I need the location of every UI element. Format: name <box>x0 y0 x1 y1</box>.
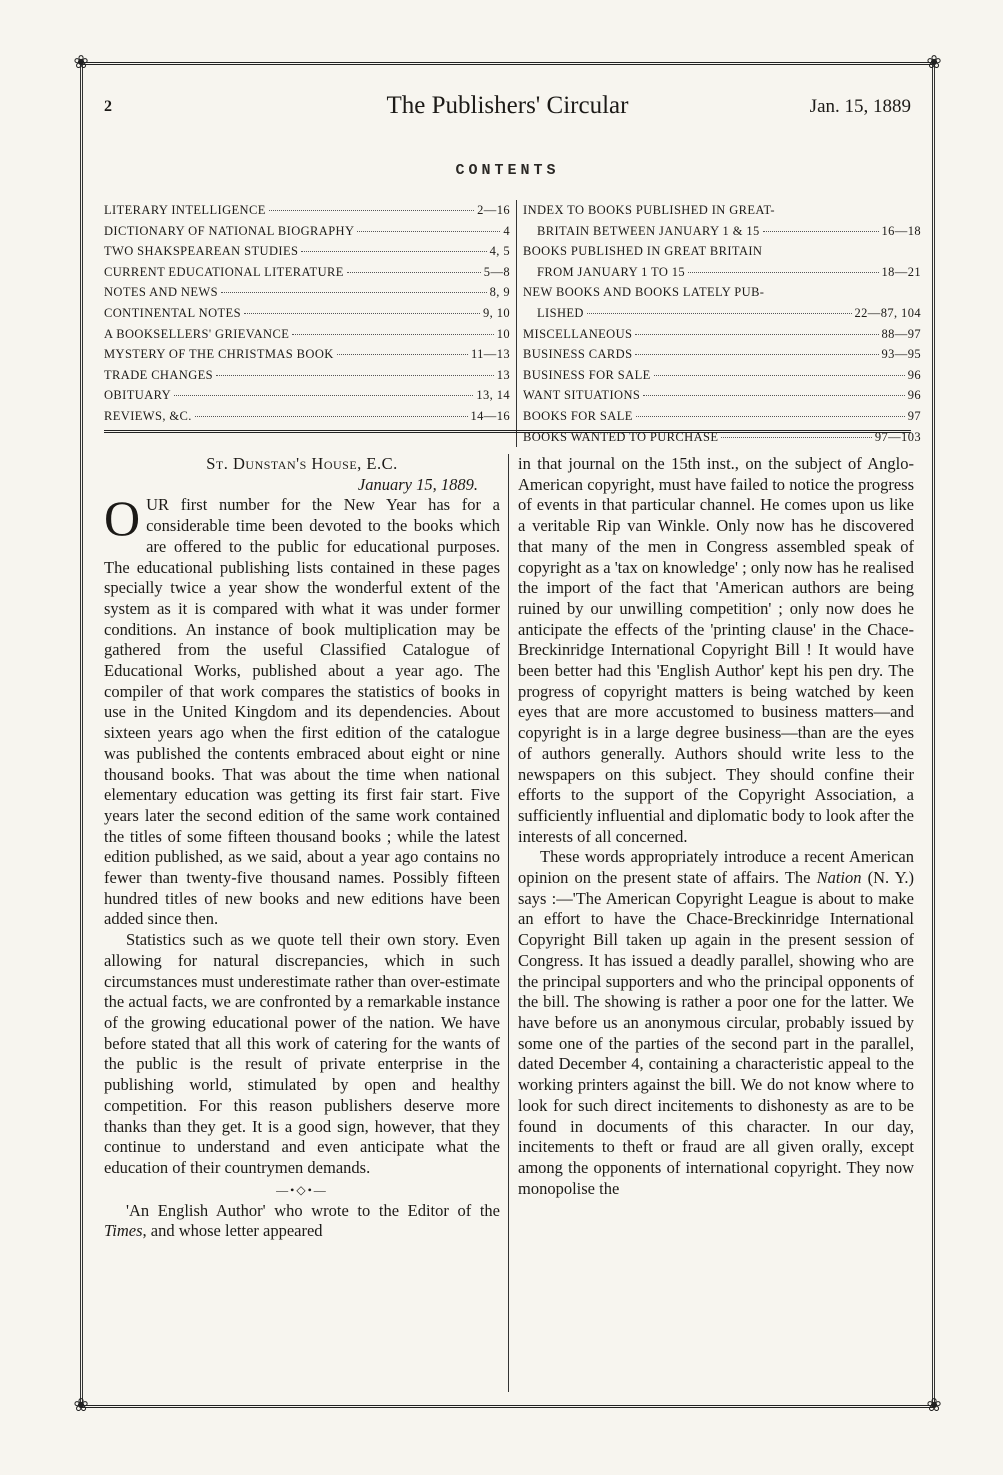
contents-entry-pages: 2—16 <box>477 203 510 217</box>
contents-leader-dots <box>221 292 487 293</box>
contents-entry-pages: 22—87, 104 <box>854 305 921 320</box>
corner-ornament-icon: ❀ <box>926 52 942 73</box>
dateline-date: January 15, 1889. <box>357 474 478 494</box>
paragraph-text: (N. Y.) says :—'The American Copyright League is about to make an effort to have the Chace-Breckinridge International Copyright Bill taken up again in the present session of Congress. It has issued a deadly parallel, showing who are the principal supporters and who the principal opponents of the bill. The showing is rather a poor one for the latter. We have before us an anonymous circular, probably issued by some one of the parties of the second part in the parallel, dated December 4, containing a characteristic appeal to the working printers against the bill. We do not know where to look for such direct incitements to dishonesty as are to be found in documents of this character. In our day, incitements to theft or fraud are all given orally, except among the opponents of international copyright. They now monopolise the <box>518 868 914 1198</box>
contents-entry-pages: 14—16 <box>470 408 510 423</box>
contents-entry-pages: 96 <box>907 367 921 382</box>
article-paragraph: Statistics such as we quote tell their own story. Even allowing for natural discrepancies, which in such circumstances must underestimate rather than over-estimate the actual facts, we are confronted by a remarkable instance of the growing educational power of the nation. We have before stated that all this work of catering for the wants of the public is the result of private enterprise in the publishing world, stimulated by open and healthy competition. For this reason publishers deserve more thanks than they get. It is a good sign, however, that they continue to understand and even anticipate what the education of their countrymen demands. <box>104 930 500 1177</box>
contents-entry-title: BOOKS FOR SALE <box>523 408 633 423</box>
contents-leader-dots <box>636 416 905 417</box>
contents-entry-pages: 4 <box>503 223 510 238</box>
contents-entry <box>523 365 921 386</box>
paragraph-text: These words appropriately introduce a recent American opinion on the present state of affairs. The <box>518 847 914 888</box>
contents-entry <box>523 303 921 324</box>
page-number: 2 <box>104 98 112 115</box>
paragraph-text: 'An English Author' who wrote to the Editor of the <box>126 1200 500 1220</box>
article-right-column <box>518 454 914 1199</box>
contents-entry-title: CURRENT EDUCATIONAL LITERATURE <box>104 264 344 279</box>
contents-leader-dots <box>174 395 473 396</box>
contents-entry <box>523 200 921 221</box>
contents-entry-pages: 8, 9 <box>489 285 510 300</box>
contents-entry-title: TWO SHAKSPEAREAN STUDIES <box>104 244 299 259</box>
contents-entry-title: BRITAIN BETWEEN JANUARY 1 & 15 <box>537 223 760 238</box>
contents-leader-dots <box>654 375 905 376</box>
contents-entry-title: LISHED <box>537 305 584 320</box>
paragraph-text: , and whose letter appeared <box>142 1221 323 1241</box>
contents-entry <box>104 385 510 406</box>
contents-heading: CONTENTS <box>455 162 560 179</box>
contents-leader-dots <box>635 334 878 335</box>
contents-entry-title: INDEX TO BOOKS PUBLISHED IN GREAT- <box>523 203 775 217</box>
contents-entry-pages: 97—103 <box>874 429 921 444</box>
contents-entry <box>104 406 510 427</box>
contents-entry-title: LITERARY INTELLIGENCE <box>104 203 266 217</box>
contents-entry-title: MYSTERY OF THE CHRISTMAS BOOK <box>104 347 334 362</box>
contents-entry-pages: 10 <box>496 326 510 341</box>
contents-entry <box>523 344 921 365</box>
section-divider <box>104 430 911 433</box>
contents-leader-dots <box>244 313 480 314</box>
contents-leader-dots <box>763 231 879 232</box>
contents-entry-pages: 18—21 <box>881 264 921 279</box>
contents-leader-dots <box>587 313 852 314</box>
contents-entry <box>523 406 921 427</box>
contents-entry-title: BOOKS PUBLISHED IN GREAT BRITAIN <box>523 244 763 259</box>
contents-entry-title: CONTINENTAL NOTES <box>104 305 241 320</box>
contents-entry <box>104 262 510 283</box>
contents-entry-pages: 9, 10 <box>483 305 510 320</box>
contents-left-column <box>104 200 510 427</box>
contents-entry-title: A BOOKSELLERS' GRIEVANCE <box>104 326 290 341</box>
contents-entry-pages: 5—8 <box>483 264 510 279</box>
article-left-column <box>104 454 500 1242</box>
contents-entry-title: BUSINESS FOR SALE <box>523 367 651 382</box>
paragraph-text: UR first number for the New Year has for a considerable time been devoted to the books which are offered to the public for educational purposes. The educational publishing lists contained in these pages specially twice a year show the wonderful extent of the system as it is compared with what it was under former conditions. An instance of book multiplication may be gathered from the useful Classified Catalogue of Educational Works, published about a year ago. The compiler of that work compares the statistics of books in use in the United Kingdom and its dependencies. About sixteen years ago when the first edition of the catalogue was published the contents embraced about eight or nine thousand books. That was about the time when national elementary education was getting its first fair start. Five years later the second edition of the same work contained the titles of some fifteen thousand books ; while the latest edition published, as we said, about a year ago contains no fewer than twenty-five thousand names. Possibly fifteen hundred titles of new books and new editions have been added since then. <box>104 495 500 929</box>
contents-leader-dots <box>216 375 494 376</box>
contents-entry-title: TRADE CHANGES <box>104 367 214 382</box>
contents-entry <box>104 221 510 242</box>
running-header <box>104 92 911 132</box>
top-border-rule <box>80 62 935 65</box>
contents-leader-dots <box>195 416 468 417</box>
contents-entry <box>523 221 921 242</box>
contents-entry-title: BUSINESS CARDS <box>523 347 633 362</box>
contents-entry <box>104 241 510 262</box>
contents-leader-dots <box>635 354 878 355</box>
contents-entry <box>523 241 921 262</box>
contents-entry-title: WANT SITUATIONS <box>523 388 641 403</box>
contents-entry-pages: 93—95 <box>881 347 921 362</box>
drop-cap: O <box>104 490 141 547</box>
contents-entry-pages: 88—97 <box>881 326 921 341</box>
contents-entry-title: REVIEWS, &C. <box>104 408 192 423</box>
contents-entry <box>104 324 510 345</box>
contents-entry-title: NOTES AND NEWS <box>104 285 218 300</box>
contents-leader-dots <box>301 251 486 252</box>
page-frame <box>73 52 942 1416</box>
contents-right-column <box>516 200 921 447</box>
issue-date: Jan. 15, 1889 <box>809 96 911 117</box>
publication-title: The Publishers' Circular <box>386 92 629 119</box>
contents-leader-dots <box>347 272 481 273</box>
contents-entry <box>523 262 921 283</box>
contents-leader-dots <box>688 272 878 273</box>
contents-entry-pages: 96 <box>907 388 921 403</box>
contents-entry-title: NEW BOOKS AND BOOKS LATELY PUB- <box>523 285 765 300</box>
contents-entry <box>523 324 921 345</box>
contents-entry-pages: 4, 5 <box>489 244 510 259</box>
contents-entry <box>523 385 921 406</box>
contents-entry <box>104 303 510 324</box>
contents-entry <box>104 344 510 365</box>
article-paragraph <box>104 1201 500 1242</box>
contents-entry-pages: 97 <box>907 408 921 423</box>
newspaper-title: Times <box>104 1221 143 1241</box>
dateline-place: St. Dunstan's House, E.C. <box>206 454 398 473</box>
contents-entry-title: MISCELLANEOUS <box>523 326 633 341</box>
contents-entry-title: BOOKS WANTED TO PURCHASE <box>523 429 719 444</box>
contents-leader-dots <box>721 437 871 438</box>
ornament-divider: —•◇•— <box>276 1182 328 1197</box>
contents-leader-dots <box>292 334 493 335</box>
contents-leader-dots <box>269 210 474 211</box>
contents-entry <box>523 282 921 303</box>
contents-entry-pages: 13, 14 <box>476 388 510 403</box>
contents-leader-dots <box>643 395 904 396</box>
contents-entry-pages: 16—18 <box>881 223 921 238</box>
contents-entry-pages: 13 <box>496 367 510 382</box>
newspaper-title: Nation <box>816 868 862 888</box>
contents-entry-title: FROM JANUARY 1 TO 15 <box>537 264 686 279</box>
contents-entry <box>104 282 510 303</box>
corner-ornament-icon: ❀ <box>73 1395 89 1416</box>
bottom-border-rule <box>80 1405 935 1408</box>
corner-ornament-icon: ❀ <box>73 52 89 73</box>
article-paragraph: in that journal on the 15th inst., on the subject of Anglo-American copyright, must have failed to notice the progress of events in that particular channel. He comes upon us like a veritable Rip van Winkle. Only now has he discovered that many of the men in Congress assembled speak of copyright as a 'tax on knowledge' ; only now has he realised the import of the fact that 'American authors are being ruined by our unwilling competition' ; only now does he anticipate the effects of the 'printing clause' in the Chace-Breckinridge International Copyright Bill ! It would have been better had this 'English Author' kept his pen dry. The progress of copyright matters is being watched by keen eyes that are more accustomed to business matters—and copyright is in a large degree business—than are the eyes of authors generally. Authors should write less to the newspapers on this subject. They should confine their efforts to the support of the Copyright Association, a sufficiently influential and diplomatic body to look after the interests of all concerned. <box>518 454 914 846</box>
article-paragraph <box>518 847 914 1199</box>
contents-entry <box>104 200 510 221</box>
column-separator <box>508 454 509 1392</box>
contents-entry-pages: 11—13 <box>470 347 510 362</box>
contents-leader-dots <box>357 231 500 232</box>
corner-ornament-icon: ❀ <box>926 1395 942 1416</box>
right-border-rule <box>932 62 935 1407</box>
article-paragraph <box>104 490 500 930</box>
contents-entry-title: OBITUARY <box>104 388 172 403</box>
contents-entry-title: DICTIONARY OF NATIONAL BIOGRAPHY <box>104 223 355 238</box>
left-border-rule <box>80 62 83 1407</box>
contents-entry <box>104 365 510 386</box>
contents-leader-dots <box>337 354 468 355</box>
